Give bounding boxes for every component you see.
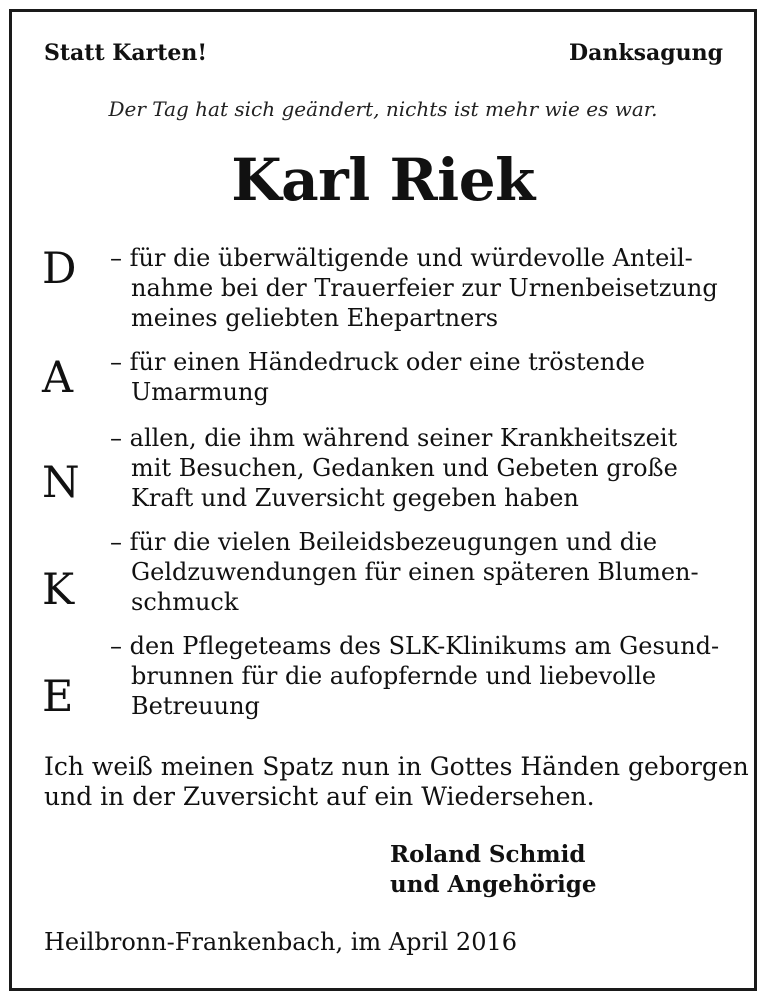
danke-letter-d: D <box>42 244 77 294</box>
danke-line: brunnen für die aufopfernde und liebevolle <box>131 662 657 690</box>
danke-letter-k: K <box>42 565 75 615</box>
danke-line: Umarmung <box>131 378 269 406</box>
signature-family: und Angehörige <box>390 871 597 898</box>
deceased-name: Karl Riek <box>231 146 535 214</box>
danke-line: schmuck <box>131 588 239 616</box>
danke-line: meines geliebten Ehepartners <box>131 304 499 332</box>
danke-letter-a: A <box>42 353 74 403</box>
danke-line: – für einen Händedruck oder eine tröstende <box>110 348 645 376</box>
header-right: Danksagung <box>569 40 723 66</box>
danke-line: Betreuung <box>131 692 260 720</box>
motto: Der Tag hat sich geändert, nichts ist mehr wie es war. <box>108 97 658 121</box>
danke-line: Geldzuwendungen für einen späteren Blumen- <box>131 558 699 586</box>
danke-letter-n: N <box>42 458 80 508</box>
danke-line: – für die überwältigende und würdevolle Anteil- <box>110 244 693 272</box>
danke-line: Kraft und Zuversicht gegeben haben <box>131 484 579 512</box>
danke-line: mit Besuchen, Gedanken und Gebeten große <box>131 454 678 482</box>
danke-line: nahme bei der Trauerfeier zur Urnenbeisetzung <box>131 274 718 302</box>
closing-line: Ich weiß meinen Spatz nun in Gottes Händen geborgen <box>44 752 749 781</box>
danke-letter-e: E <box>42 672 74 722</box>
closing-line: und in der Zuversicht auf ein Wiedersehen. <box>44 782 595 811</box>
danke-line: – für die vielen Beileidsbezeugungen und die <box>110 528 658 556</box>
danke-line: – den Pflegeteams des SLK-Klinikums am Gesund- <box>110 632 720 660</box>
header-left: Statt Karten! <box>44 40 208 66</box>
place-date: Heilbronn-Frankenbach, im April 2016 <box>44 928 518 956</box>
danke-line: – allen, die ihm während seiner Krankheitszeit <box>110 424 678 452</box>
signature-name: Roland Schmid <box>390 841 586 868</box>
